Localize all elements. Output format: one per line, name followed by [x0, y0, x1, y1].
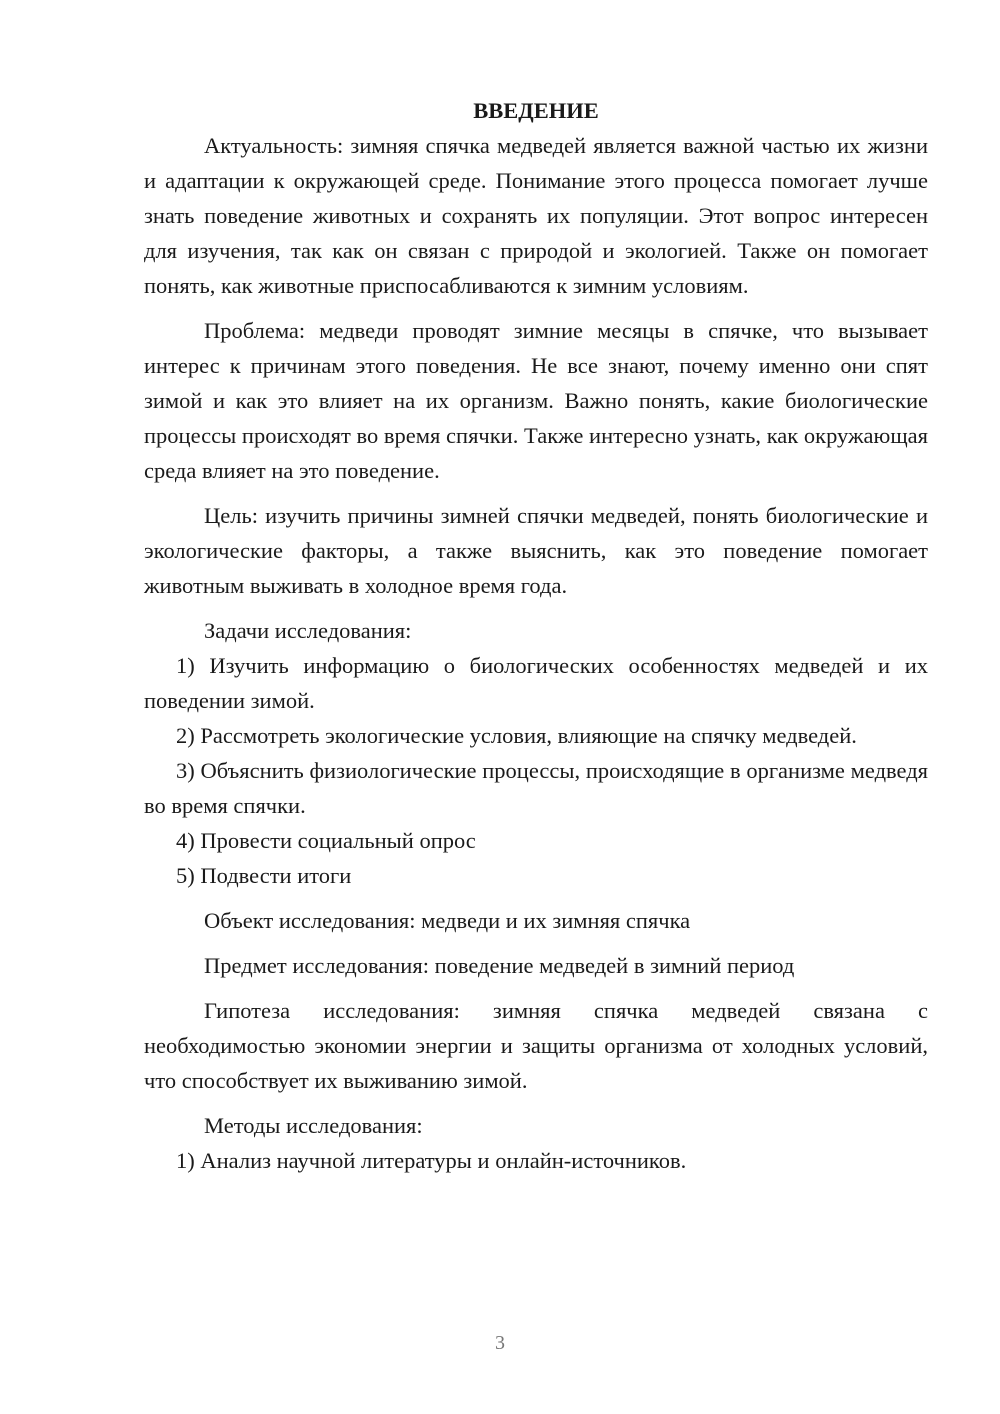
problem-paragraph: Проблема: медведи проводят зимние месяцы в спячке, что вызывает интерес к причинам этого поведения. Не все знают, почему именно они спят зимой и как это влияет на их организм. Важно понять, какие биологические процессы происходят во время спячки. Также интересно узнать, как окружающая среда влияет на это поведение.: [144, 318, 928, 483]
relevance-paragraph: Актуальность: зимняя спячка медведей является важной частью их жизни и адаптации к окружающей среде. Понимание этого процесса помогает лучше знать поведение животных и сохранять их популяции. Этот вопрос интересен для изучения, так как он связан с природой и экологией. Также он помогает понять, как животные приспосабливаются к зимним условиям.: [144, 133, 928, 298]
subject-paragraph: Предмет исследования: поведение медведей в зимний период: [204, 953, 795, 978]
task-item-2: 2) Рассмотреть экологические условия, влияющие на спячку медведей.: [176, 723, 857, 748]
task-item-5: 5) Подвести итоги: [176, 863, 352, 888]
document-body: [144, 93, 928, 1178]
tasks-heading: Задачи исследования:: [204, 618, 412, 643]
hypothesis-paragraph: Гипотеза исследования: зимняя спячка медведей связана с необходимостью экономии энергии и защиты организма от холодных условий, что способствует их выживанию зимой.: [144, 998, 928, 1093]
object-paragraph: Объект исследования: медведи и их зимняя спячка: [204, 908, 691, 933]
task-item-3: 3) Объяснить физиологические процессы, происходящие в организме медведя во время спячки.: [144, 758, 928, 818]
task-item-4: 4) Провести социальный опрос: [176, 828, 476, 853]
methods-heading: Методы исследования:: [204, 1113, 423, 1138]
section-title: ВВЕДЕНИЕ: [473, 98, 599, 123]
goal-paragraph: Цель: изучить причины зимней спячки медведей, понять биологические и экологические факторы, а также выяснить, как это поведение помогает животным выживать в холодное время года.: [144, 503, 928, 598]
page-number: 3: [495, 1332, 505, 1354]
task-item-1: 1) Изучить информацию о биологических особенностях медведей и их поведении зимой.: [144, 653, 928, 713]
method-item-1: 1) Анализ научной литературы и онлайн-источников.: [176, 1148, 687, 1173]
